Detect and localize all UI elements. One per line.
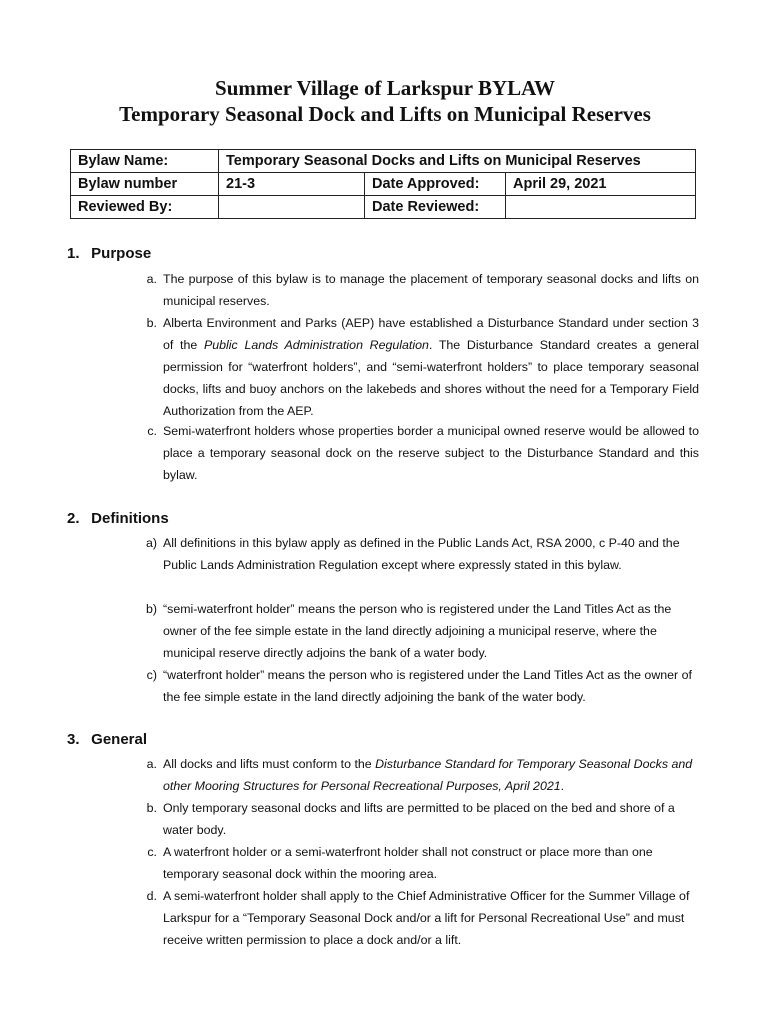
list-item-text: . [560,779,565,793]
list-marker: a. [146,272,157,286]
list-item [146,312,699,422]
list-item [146,268,699,312]
list-item [147,420,699,486]
section-number: 1. [67,245,80,262]
table-row [71,150,696,173]
section-heading-purpose [67,245,151,262]
list-marker: c. [147,424,157,438]
document-subtitle: Temporary Seasonal Dock and Lifts on Municipal Reserves [119,102,651,126]
list-item [146,753,699,797]
section-number: 2. [67,510,80,527]
list-item [146,797,699,841]
section-title: Purpose [91,245,152,262]
date-reviewed-value [506,196,696,219]
section-number: 3. [67,731,80,748]
list-item-text: Semi-waterfront holders whose properties border a municipal owned reserve would be allowed to place a temporary seasonal dock on the reserve subject to the Disturbance Standard and this bylaw. [163,424,699,482]
list-item-text: Only temporary seasonal docks and lifts are permitted to be placed on the bed and shore of a water body. [163,801,675,837]
list-item-text: Alberta Environment and Parks (AEP) have established a Disturbance Standard under section 3 of the [163,316,699,352]
list-marker: c) [146,668,157,682]
bylaw-number-value: 21-3 [219,173,365,196]
date-approved-value: April 29, 2021 [506,173,696,196]
section-heading-general [67,731,147,748]
regulation-title: Public Lands Administration Regulation [203,338,429,352]
list-marker: c. [147,845,157,859]
date-reviewed-label: Date Reviewed: [365,196,506,219]
date-approved-label: Date Approved: [365,173,506,196]
list-item [146,664,699,708]
list-item [147,841,699,885]
list-item-text: A waterfront holder or a semi-waterfront holder shall not construct or place more than one temporary seasonal dock within the mooring area. [163,845,653,881]
list-item-text: A semi-waterfront holder shall apply to the Chief Administrative Officer for the Summer Village of Larkspur for a “Temporary Seasonal Dock and/or a lift for Personal Recreational Use” and must receive written permission to place a dock and/or a lift. [163,889,690,947]
reviewed-by-label: Reviewed By: [71,196,219,219]
list-item-text: All definitions in this bylaw apply as defined in the Public Lands Act, RSA 2000, c P-40 and the Public Lands Administration Regulation except where expressly stated in this bylaw. [163,536,680,572]
standard-title: Disturbance Standard for Temporary Seasonal Docks and other Mooring Structures for Personal Recreational Purposes, April 2021 [163,757,693,793]
section-title: Definitions [91,510,169,527]
bylaw-name-value: Temporary Seasonal Docks and Lifts on Municipal Reserves [219,150,696,173]
list-marker: a) [145,536,157,550]
list-item [146,885,699,951]
list-marker: b) [145,602,157,616]
list-marker: d. [146,889,157,903]
list-item-text: The purpose of this bylaw is to manage the placement of temporary seasonal docks and lifts on municipal reserves. [163,272,699,308]
section-heading-definitions [67,510,169,527]
section-title: General [91,731,148,748]
list-item-text: All docks and lifts must conform to the [163,757,376,771]
list-marker: b. [146,801,157,815]
list-marker: a. [146,757,157,771]
list-item-text: . The Disturbance Standard creates a general permission for “waterfront holders”, and “semi-waterfront holders” to place temporary seasonal docks, lifts and buoy anchors on the lakebeds and shores without the need for a Temporary Field Authorization from the AEP. [163,338,699,418]
table-row [71,173,696,196]
list-item-text: “semi-waterfront holder” means the person who is registered under the Land Titles Act as the owner of the fee simple estate in the land directly adjoining a municipal reserve, where the municipal reserve directly adjoins the bank of a water body. [163,602,672,660]
list-marker: b. [146,316,157,330]
bylaw-name-label: Bylaw Name: [71,150,219,173]
list-item [145,532,699,576]
bylaw-info-table [70,149,696,219]
table-row [71,196,696,219]
bylaw-number-label: Bylaw number [71,173,219,196]
list-item-text: “waterfront holder” means the person who is registered under the Land Titles Act as the owner of the fee simple estate in the land directly adjoining the bank of the water body. [163,668,692,704]
list-item [145,598,699,664]
document-title: Summer Village of Larkspur BYLAW [215,76,555,100]
reviewed-by-value [219,196,365,219]
